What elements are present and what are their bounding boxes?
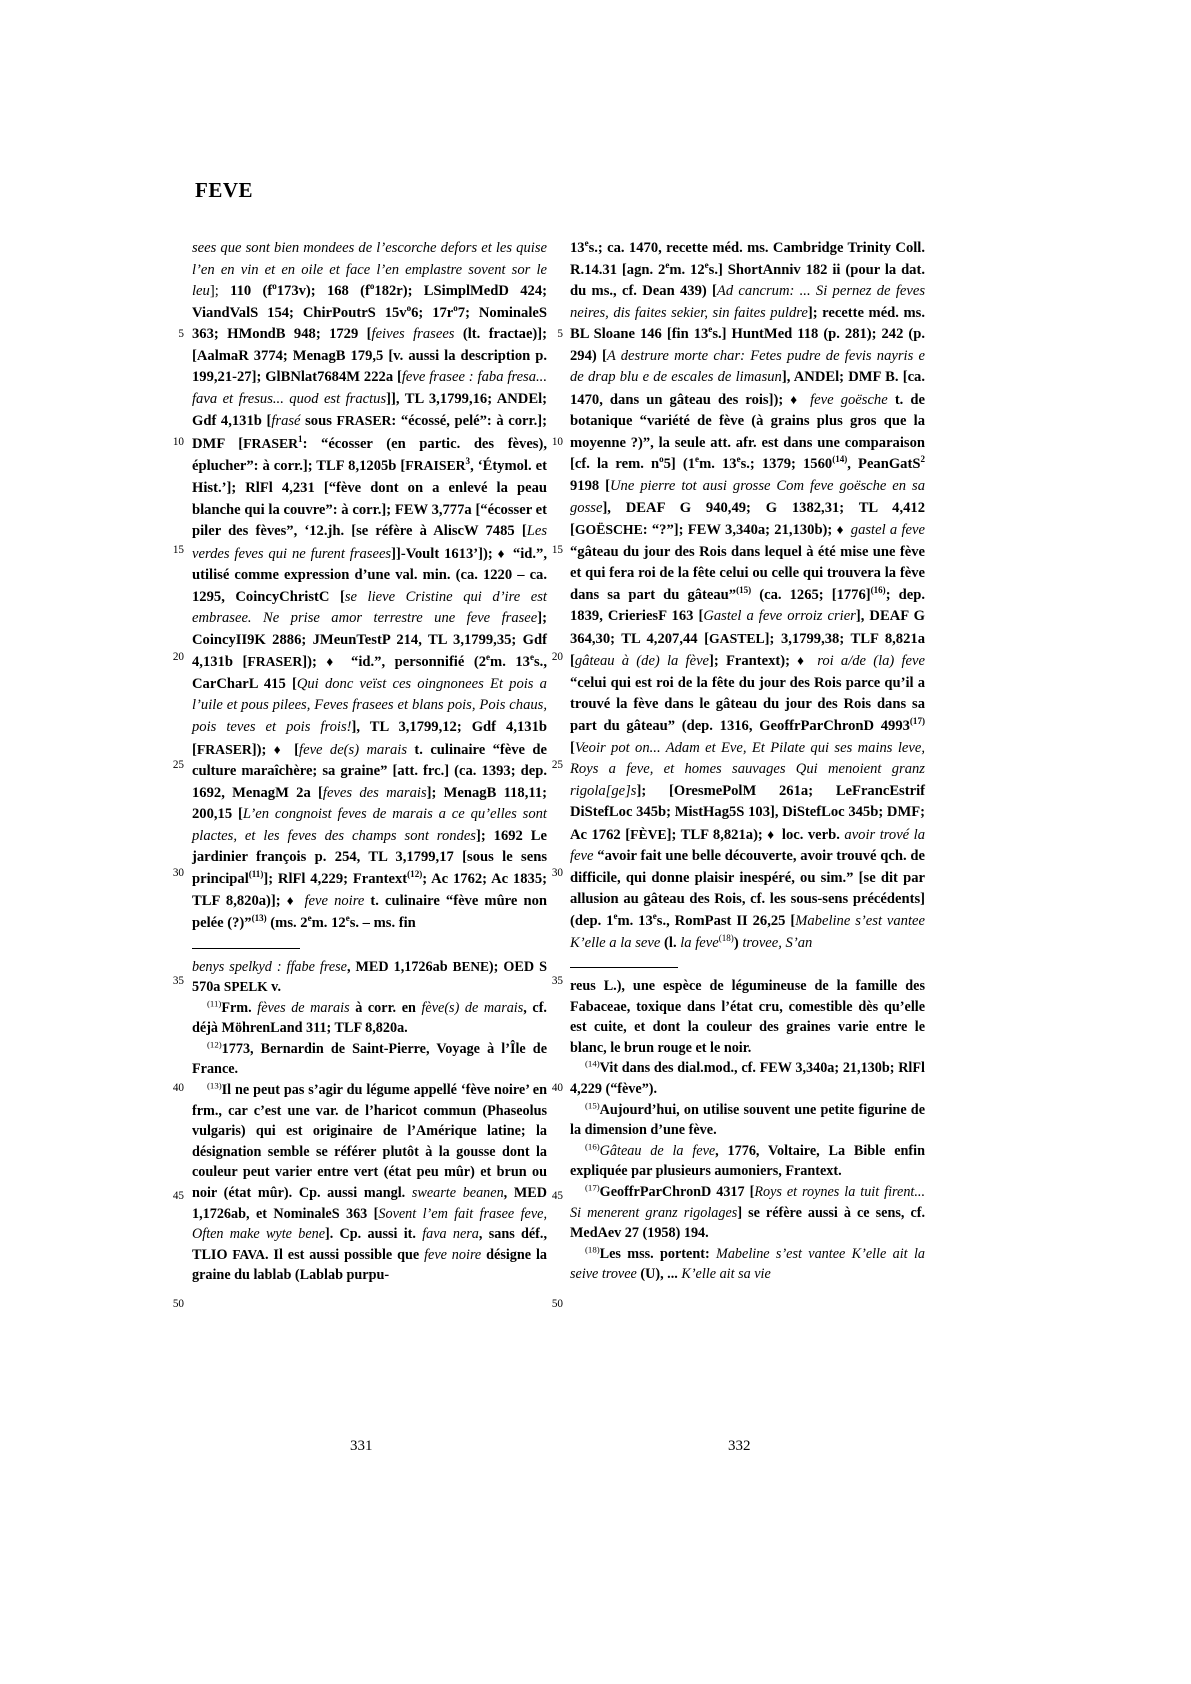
footnotes-right: reus L.), une espèce de légumineuse de la famille des Fabaceae, toxique dans l’état cru, comestible dès qu’elle est cuite, et dont la couleur des graines varie entre le blanc, le brun rouge et le noir. $^{(14)}$Vit dans des dial.mod., cf. FEW 3,340a; 21,130b; RlFl 4,229 (“fève”). $^{(15)}$Aujourd’hui, on utilise souvent une petite figurine de la dimension d’une fève. $^{(16)}$Gâteau de la feve, 1776, Voltaire, La Bible enfin expliquée par plusieurs aumoniers, Frantext. $^{(17)}$GeoffrParChronD 4317 [Roys et roynes la tuit firent... Si menerent granz rigolages] se réfère aussi à ce sens, cf. MedAev 27 (1958) 194. $^{(18)}$Les mss. portent: Mabeline s’est vantee K’elle ait la seive trovee (U), ... K’elle ait sa vie xyxy=(570,978,926,1283)
line-number: 20 xyxy=(551,651,563,664)
entry-text-right: 13es.; ca. 1470, recette méd. ms. Cambridge Trinity Coll. R.14.31 [agn. 2em. 12es.] ShortAnniv 182 ii (pour la dat. du ms., cf. Dean 439) [Ad cancrum: ... Si pernez de feves neires, dis faites sekier, sin faites puldre]; recette méd. ms. BL Sloane 146 [fin 13es.] HuntMed 118 (p. 281); 242 (p. 294) [A destrure morte char: Fetes pudre de fevis nayris e de drap blu e de escales de limasun], ANDEl; DMF B. [ca. 1470, dans un gâteau des rois]); ♦ feve goësche t. de botanique “variété de fève (à grains plus gros que la moyenne ?)”, la seule att. afr. est dans une comparaison [cf. la rem. $n^o5$] (1em. 13es.; 1379; 1560$^{(14)}$, PeanGatS$^2$ 9198 [Une pierre tot ausi grosse Com feve goësche en sa gosse], DEAF G 940,49; G 1382,31; TL 4,412 [GOËSCHE: “?”]; FEW 3,340a; 21,130b); ♦ gastel a feve “gâteau du jour des Rois dans lequel à été mise une fève et qui fera roi de la fête celui ou celle qui trouvera la fève dans sa part du gâteau”$^{(15)}$ (ca. 1265; $[1776]^{(16)}$; dep. 1839, CrieriesF 163 [Gastel a feve orroiz crier], DEAF G 364,30; TL 4,207,44 [GASTEL]; 3,1799,38; TLF 8,821a [gâteau à (de) la fève]; Frantext); ♦ roi a/de (la) feve “celui qui est roi de la fête du jour des Rois parce qu’il a trouvé la fève dans le gâteau du jour des Rois dans sa part du gâteau” (dep. 1316, GeoffrParChronD 4993$^{(17)}$ [Veoir pot on... Adam et Eve, Et Pilate qui ses mains leve, Roys a feve, et homes sauvages Qui menoient granz rigola[ge]s]; [OresmePolM 261a; LeFrancEstrif DiStefLoc 345b; MistHag5S 103], DiStefLoc 345b; DMF; Ac 1762 [FÈVE]; TLF 8,821a); ♦ loc. verb. avoir trové la feve “avoir fait une belle découverte, avoir trouvé qch. de difficile, qui donne plaisir inespéré, ou sim.” [se dit par allusion au gâteau des Rois, cf. les sous-sens précédents] (dep. 1em. 13es., RomPast II 26,25 [Mabeline s’est vantee K’elle a la seve (l. la feve$^{(18)}$) trovee, S’an xyxy=(570,238,926,951)
page-headword: FEVE xyxy=(195,178,254,202)
line-number: 40 xyxy=(172,1082,184,1095)
footnotes-left: benys spelkyd : ffabe frese, MED 1,1726ab BENE); OED S 570a SPELK v. $^{(11)}$Frm. fèves de marais à corr. en fève(s) de marais, cf. déjà MöhrenLand 311; TLF 8,820a. $^{(12)}$1773, Bernardin de Saint-Pierre, Voyage à l’Île de France. $^{(13)}$Il ne peut pas s’agir du légume appellé ‘fève noire’ en frm., car c’est une var. de l’haricot commun (Phaseolus vulgaris) qui est originaire de l’Amérique latine; la désignation semble se référer plutôt à la gousse dont la couleur peut varier entre vert (état peu mûr) et brun ou noir (état mûr). Cp. aussi mangl. swearte beanen, MED 1,1726ab, et NominaleS 363 [Sovent l’em fait frasee feve, Often make wyte bene]. Cp. aussi it. fava nera, sans déf., TLIO FAVA. Il est aussi possible que feve noire désigne la graine du lablab (Lablab purpu- xyxy=(192,958,548,1284)
line-number: 25 xyxy=(172,759,184,772)
footnote-separator-left xyxy=(192,948,300,949)
column-right xyxy=(570,238,925,1285)
line-number: 20 xyxy=(172,651,184,664)
folio-number-left: 331 xyxy=(350,1438,373,1454)
entry-text-left: sees que sont bien mondees de l’escorche defors et les quise l’en en vin et en oile et face l’en emplastre sovent sor le leu]; 110 $(f^o173v)$; 168 $(f^o182r)$; LSimplMedD 424; ViandValS 154; ChirPoutrS $15v^o6$; $17r^o7$; NominaleS 363; HMondB 948; 1729 [feives frasees (lt. fractae)]; [AalmaR 3774; MenagB 179,5 [v. aussi la description p. 199,21-27]; GlBNlat7684M 222a [feve frasee : faba fresa... fava et fresus... quod est fractus]], TL 3,1799,16; ANDEl; Gdf 4,131b [frasé sous FRASER: “écossé, pelé”: à corr.]; DMF [FRASER$^1$: “écosser (en partic. des fèves), éplucher”: à corr.]; TLF 8,1205b [FRAISER$^3$, ‘Étymol. et Hist.’]; RlFl 4,231 [“fève dont on a enlevé la peau blanche qui la couvre”: à corr.]; FEW 3,777a [“écosser et piler des fèves”, ‘12.jh. [se réfère à AliscW 7485 [Les verdes feves qui ne furent frasees]]-Voult 1613’]); ♦ “id.”, utilisé comme expression d’une val. min. (ca. 1220 – ca. 1295, CoincyChristC [se lieve Cristine qui d’ire est embrasee. Ne prise amor terrestre une feve frasee]; CoincyII9K 2886; JMeunTestP 214, TL 3,1799,35; Gdf 4,131b [FRASER]); ♦ “id.”, personnifié (2em. 13es., CarCharL 415 [Qui donc veïst ces oingnonees Et pois a l’uile et pous pilees, Feves frasees et blans pois, Pois chaus, pois teves et pois frois!], TL 3,1799,12; Gdf 4,131b [FRASER]); ♦ [feve de(s) marais t. culinaire “fève de culture maraîchère; sa graine” [att. frc.] (ca. 1393; dep. 1692, MenagM 2a [feves des marais]; MenagB 118,11; 200,15 [L’en congnoist feves de marais a ce qu’elles sont plactes, et les feves des champs sont rondes]; 1692 Le jardinier françois p. 254, TL 3,1799,17 [sous le sens principal$^{(11)}$]; RlFl 4,229; Frantext$^{(12)}$; Ac 1762; Ac 1835; TLF 8,820a)]; ♦ feve noire t. culinaire “fève mûre non pelée (?)”$^{(13)}$ (ms. 2em. 12es. – ms. fin xyxy=(192,240,548,931)
line-number: 40 xyxy=(551,1082,563,1095)
line-number: 10 xyxy=(551,435,563,448)
line-number: 25 xyxy=(551,759,563,772)
line-number: 35 xyxy=(551,974,563,987)
line-number: 15 xyxy=(551,543,563,556)
line-number: 45 xyxy=(551,1190,563,1203)
footnote-separator-right xyxy=(570,967,678,968)
line-number: 30 xyxy=(172,866,184,879)
line-number: 10 xyxy=(172,435,184,448)
line-number: 50 xyxy=(551,1297,563,1310)
line-number: 15 xyxy=(172,543,184,556)
line-number: 30 xyxy=(551,866,563,879)
line-number: 50 xyxy=(172,1297,184,1310)
line-number: 45 xyxy=(172,1190,184,1203)
column-left xyxy=(192,238,547,1286)
folio-number-right: 332 xyxy=(728,1438,751,1454)
line-number: 5 xyxy=(178,328,184,341)
line-number: 5 xyxy=(557,328,563,341)
line-number: 35 xyxy=(172,974,184,987)
